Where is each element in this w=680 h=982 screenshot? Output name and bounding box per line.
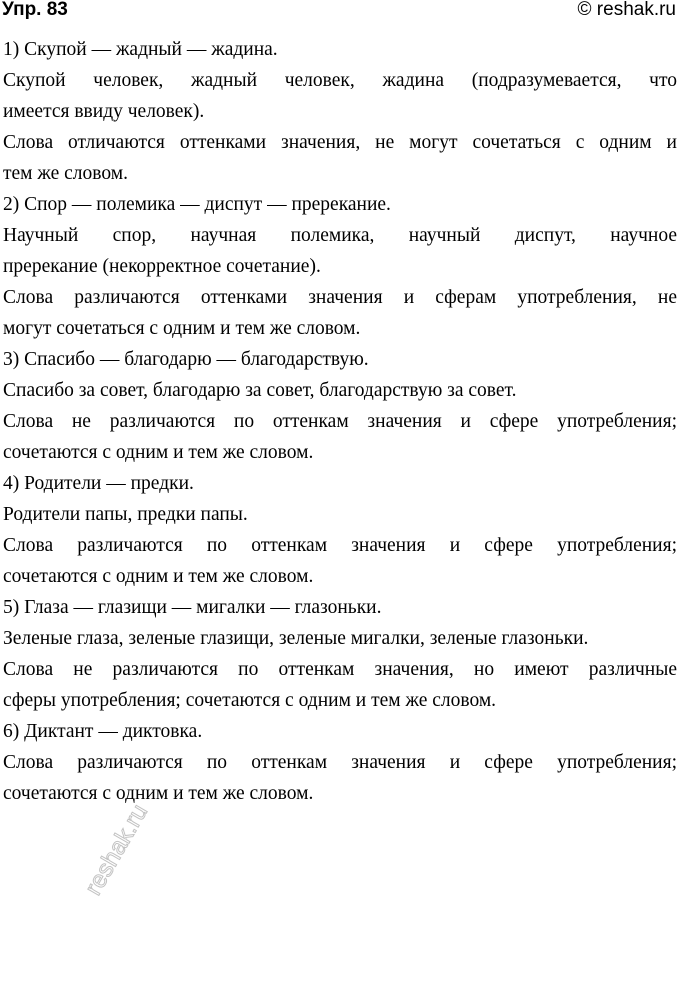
text-line: тем же словом. (3, 163, 128, 184)
exercise-title: Упр. 83 (2, 0, 68, 20)
text-line: Слова различаются по оттенкам значения и сфере употребления; (3, 752, 677, 773)
text-line: сферы употребления; сочетаются с одним и тем же словом. (3, 690, 497, 711)
item-heading: 4) Родители — предки. (3, 473, 194, 494)
text-line: имеется ввиду человек). (3, 101, 205, 122)
item-heading: 5) Глаза — глазищи — мигалки — глазоньки. (3, 597, 382, 618)
text-line: Слова не различаются по оттенкам значения, но имеют различные (3, 659, 677, 680)
text-line: Зеленые глаза, зеленые глазищи, зеленые мигалки, зеленые глазоньки. (3, 628, 589, 649)
answer-text (3, 34, 677, 809)
text-line: Слова различаются оттенками значения и сферам употребления, не (3, 287, 677, 308)
text-line: Родители папы, предки папы. (3, 504, 248, 525)
text-line: Спасибо за совет, благодарю за совет, благодарствую за совет. (3, 380, 517, 401)
text-line: Слова не различаются по оттенкам значения и сфере употребления; (3, 411, 677, 432)
text-line: Слова отличаются оттенками значения, не могут сочетаться с одним и (3, 132, 677, 153)
text-line: Научный спор, научная полемика, научный диспут, научное (3, 225, 677, 246)
item-heading: 1) Скупой — жадный — жадина. (3, 39, 278, 60)
text-line: пререкание (некорректное сочетание). (3, 256, 321, 277)
item-heading: 2) Спор — полемика — диспут — пререкание. (3, 194, 391, 215)
watermark-text: reshak.ru (79, 799, 154, 900)
text-line: сочетаются с одним и тем же словом. (3, 566, 314, 587)
text-line: Слова различаются по оттенкам значения и сфере употребления; (3, 535, 677, 556)
item-heading: 3) Спасибо — благодарю — благодарствую. (3, 349, 369, 370)
text-line: могут сочетаться с одним и тем же словом. (3, 318, 361, 339)
source-credit: © reshak.ru (577, 0, 676, 20)
page-header (0, 0, 680, 24)
text-line: сочетаются с одним и тем же словом. (3, 783, 314, 804)
text-line: сочетаются с одним и тем же словом. (3, 442, 314, 463)
text-line: Скупой человек, жадный человек, жадина (подразумевается, что (3, 70, 677, 91)
item-heading: 6) Диктант — диктовка. (3, 721, 203, 742)
